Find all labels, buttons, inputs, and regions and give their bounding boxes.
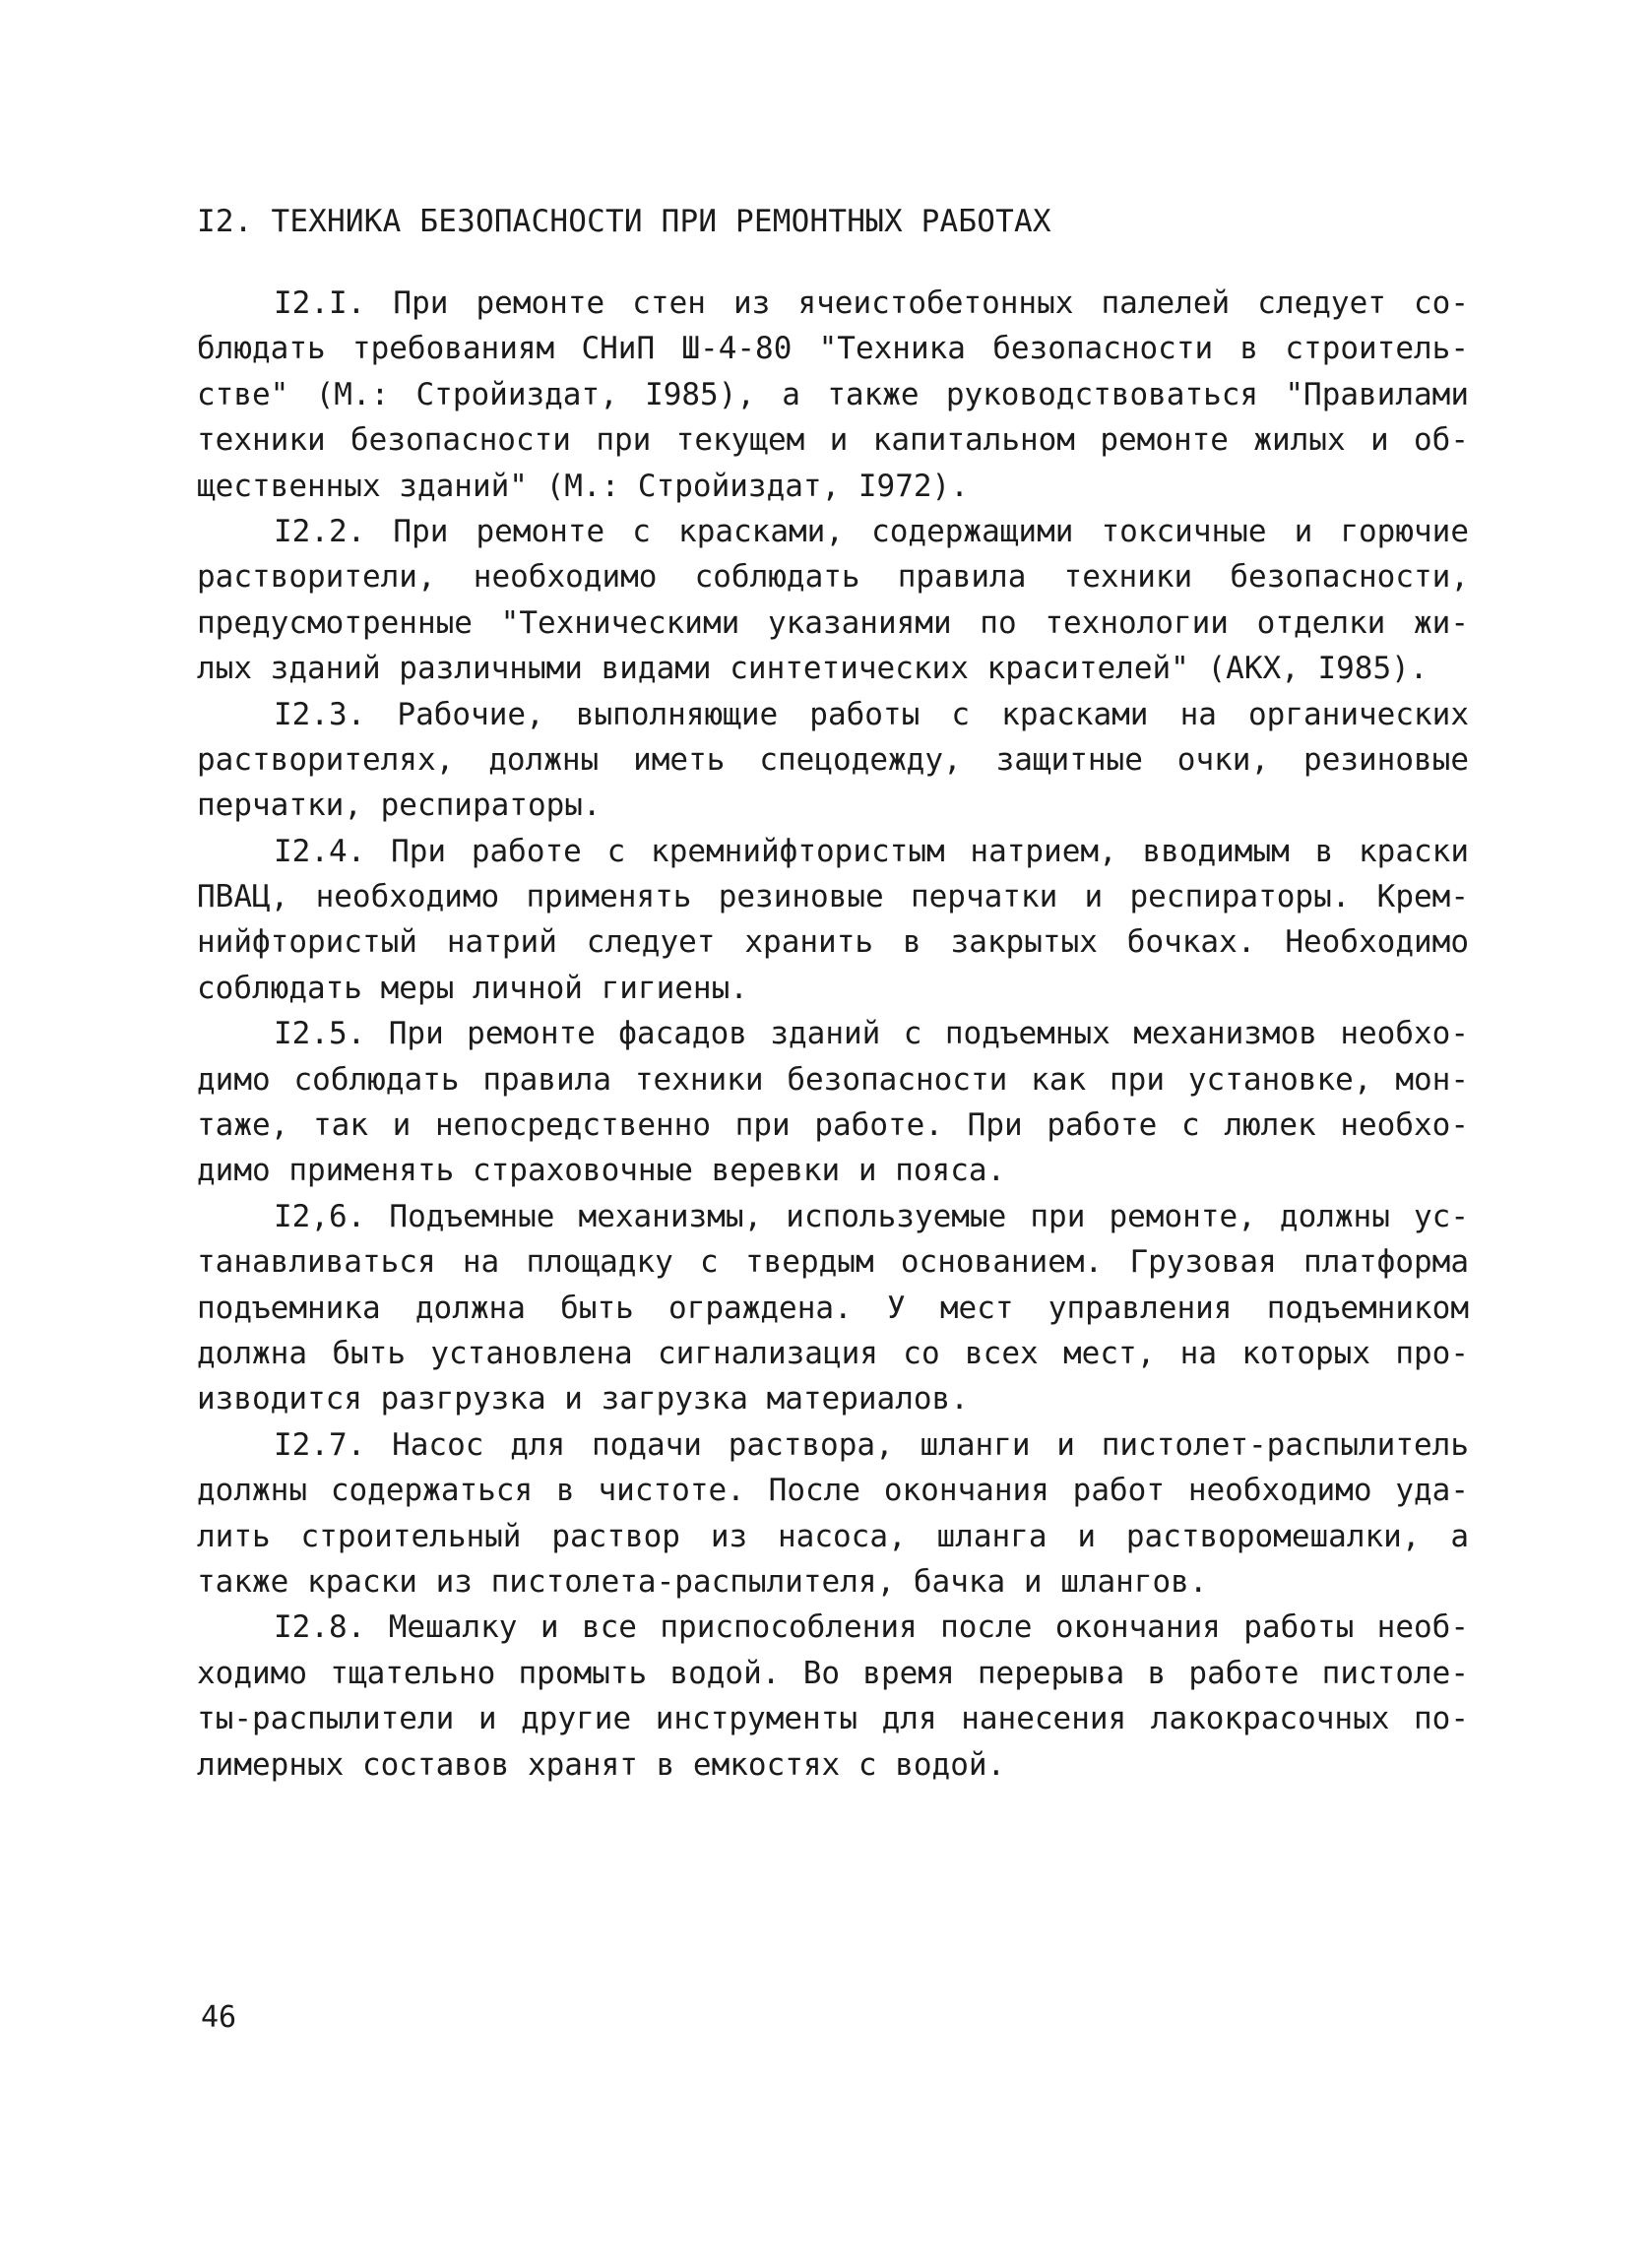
text-line: техники безопасности при текущем и капитальном ремонте жилых и об-	[197, 422, 1469, 459]
text-line: должна быть установлена сигнализация со всех мест, на которых про-	[197, 1335, 1469, 1371]
text-line: I2.2. При ремонте с красками, содержащими токсичные и горючие	[274, 513, 1469, 549]
text-line: лить строительный раствор из насоса, шланга и растворомешалки, а	[197, 1518, 1469, 1554]
page-number: 46	[201, 2000, 237, 2035]
text-line: соблюдать меры личной гигиены.	[197, 970, 748, 1006]
text-line: также краски из пистолета-распылителя, бачка и шлангов.	[197, 1563, 1208, 1600]
text-line: I2.3. Рабочие, выполняющие работы с красками на органических	[274, 696, 1469, 732]
text-line: растворителях, должны иметь спецодежду, защитные очки, резиновые	[197, 741, 1469, 778]
text-line: ходимо тщательно промыть водой. Во время перерыва в работе пистоле-	[197, 1655, 1469, 1691]
text-line: димо применять страховочные веревки и пояса.	[197, 1153, 1006, 1189]
text-line: I2.5. При ремонте фасадов зданий с подъемных механизмов необхо-	[274, 1016, 1469, 1052]
text-line: должны содержаться в чистоте. После окончания работ необходимо уда-	[197, 1473, 1469, 1509]
text-line: лимерных составов хранят в емкостях с водой.	[197, 1746, 1006, 1783]
text-line: растворители, необходимо соблюдать правила техники безопасности,	[197, 559, 1469, 596]
text-line: I2.I. При ремонте стен из ячеистобетонных палелей следует со-	[274, 285, 1469, 321]
text-line: подъемника должна быть ограждена. У мест управления подъемником	[197, 1290, 1469, 1326]
text-line: I2,6. Подъемные механизмы, используемые при ремонте, должны ус-	[274, 1198, 1469, 1234]
text-line: стве" (М.: Стройиздат, I985), а также руководствоваться "Правилами	[197, 376, 1469, 412]
text-line: ты-распылители и другие инструменты для нанесения лакокрасочных по-	[197, 1701, 1469, 1737]
text-line: лых зданий различными видами синтетических красителей" (АКХ, I985).	[197, 651, 1429, 687]
text-line: нийфтористый натрий следует хранить в закрытых бочках. Необходимо	[197, 924, 1469, 961]
document-body	[197, 281, 1469, 1788]
text-line: ПВАЦ, необходимо применять резиновые перчатки и респираторы. Крем-	[197, 879, 1469, 915]
text-line: щественных зданий" (М.: Стройиздат, I972).	[197, 468, 969, 504]
text-line: димо соблюдать правила техники безопасности как при установке, мон-	[197, 1061, 1469, 1098]
section-heading: I2. ТЕХНИКА БЕЗОПАСНОСТИ ПРИ РЕМОНТНЫХ РАБОТАХ	[197, 204, 1051, 239]
text-line: предусмотренные "Техническими указаниями по технологии отделки жи-	[197, 604, 1469, 641]
text-line: I2.7. Насос для подачи раствора, шланги и пистолет-распылитель	[274, 1426, 1469, 1463]
text-line: блюдать требованиям СНиП Ш-4-80 "Техника безопасности в строитель-	[197, 331, 1469, 367]
text-line: танавливаться на площадку с твердым основанием. Грузовая платформа	[197, 1244, 1469, 1281]
text-line: изводится разгрузка и загрузка материалов.	[197, 1381, 969, 1418]
text-line: I2.4. При работе с кремнийфтористым натрием, вводимым в краски	[274, 833, 1469, 869]
text-line: таже, так и непосредственно при работе. При работе с люлек необхо-	[197, 1107, 1469, 1144]
text-line: I2.8. Мешалку и все приспособления после окончания работы необ-	[274, 1609, 1469, 1646]
text-line: перчатки, респираторы.	[197, 788, 602, 824]
